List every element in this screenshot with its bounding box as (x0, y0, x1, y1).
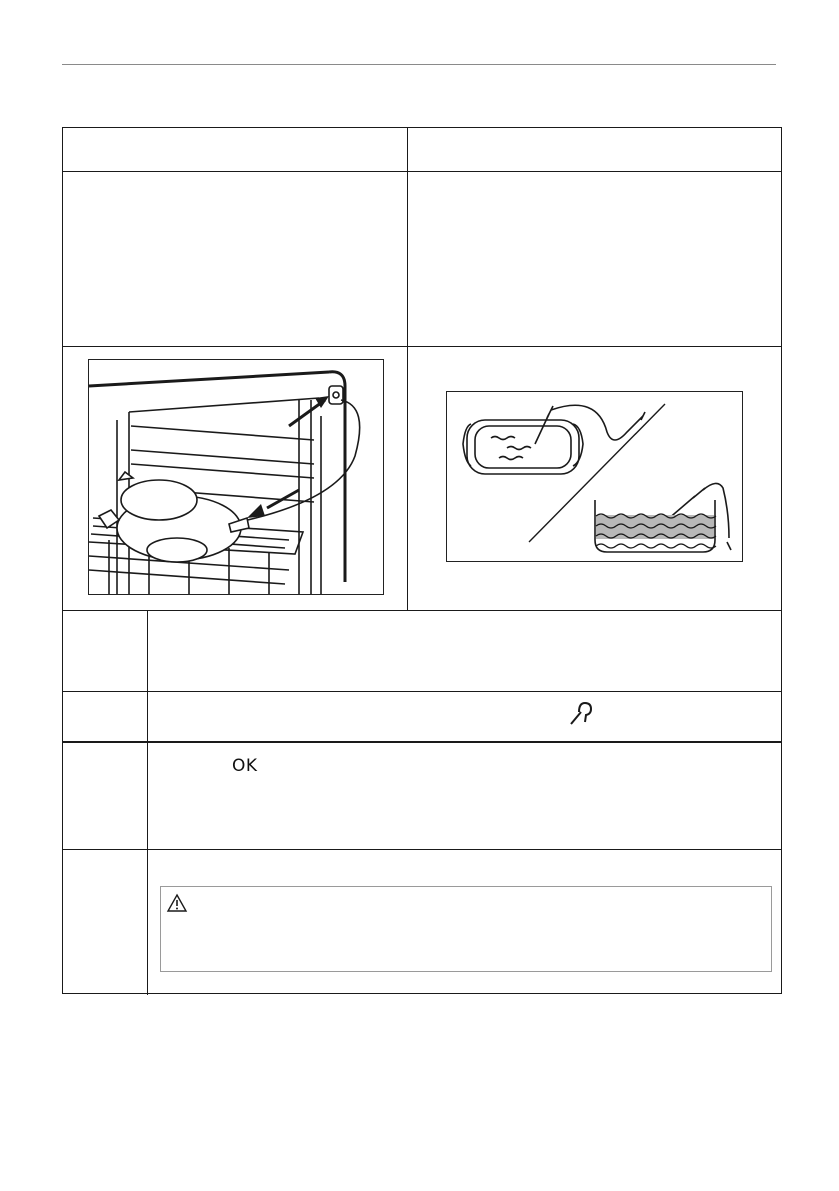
row-divider (63, 610, 781, 611)
oven-chicken-figure (89, 360, 383, 594)
row-divider (63, 849, 781, 850)
warning-box (160, 886, 772, 972)
probe-placement-illustration (446, 391, 743, 562)
row-divider (63, 346, 781, 347)
instruction-table (62, 127, 782, 994)
warning-triangle-icon (166, 893, 188, 917)
column-divider (147, 610, 148, 995)
header-rule (62, 64, 776, 65)
ok-key-label: OK (232, 756, 258, 776)
row-divider (63, 741, 781, 743)
oven-probe-illustration (88, 359, 384, 595)
row-divider (63, 171, 781, 172)
casserole-liquid-figure (447, 392, 742, 561)
column-divider (407, 128, 408, 610)
row-divider (63, 691, 781, 692)
food-probe-icon (569, 700, 593, 732)
